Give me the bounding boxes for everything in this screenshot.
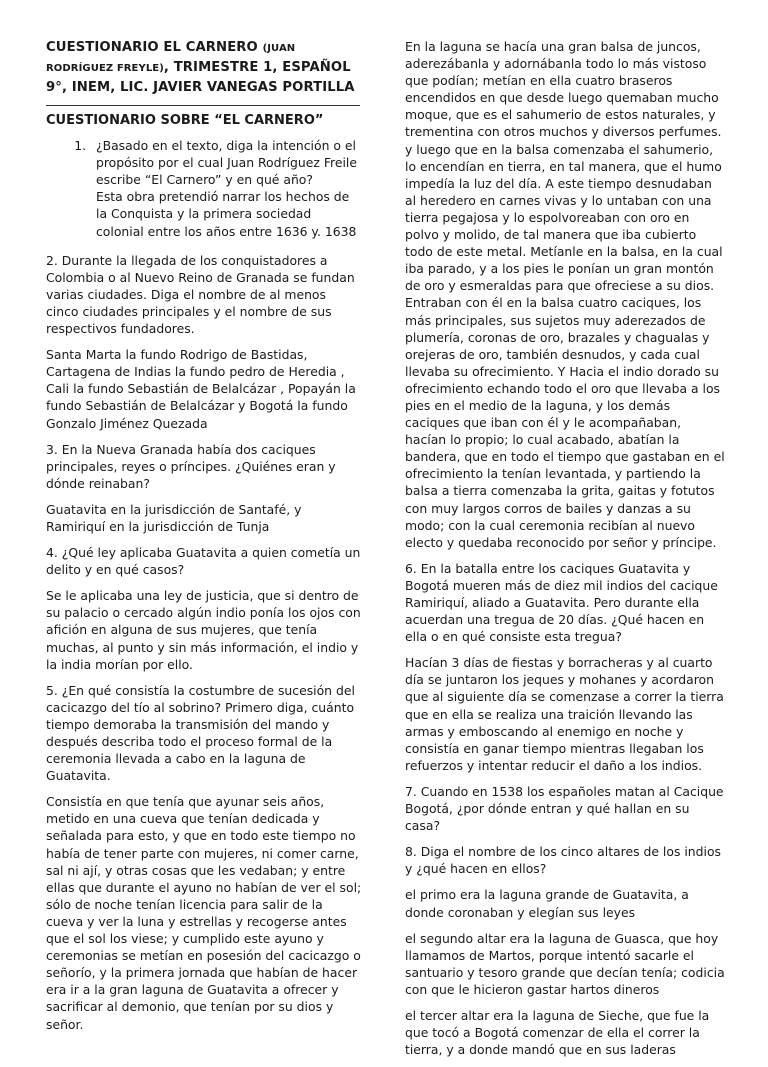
question-list <box>46 137 362 240</box>
answer-4: Se le aplicaba una ley de justicia, que si dentro de su palacio o cercado algún indio ponía los ojos con afición en alguna de sus mujeres, que tenía muchas, al punto y sin más información, el indio y la india morían por ello. <box>46 588 361 672</box>
answer-8-altar-1: el primo era la laguna grande de Guatavita, a donde coronaban y elegían sus leyes <box>405 887 689 920</box>
right-column <box>405 38 725 1067</box>
answer-8-altar-2: el segundo altar era la laguna de Guasca, que hoy llamamos de Martos, porque intentó sacarle el santuario y tesoro grande que decían tenía; codicia con que le hicieron gastar hartos dineros <box>405 930 725 997</box>
question-3: 3. En la Nueva Granada había dos caciques principales, reyes o príncipes. ¿Quiénes eran y dónde reinaban? <box>46 441 336 491</box>
question-1 <box>90 137 362 240</box>
answer-5: Consistía en que tenía que ayunar seis años, metido en una cueva que tenían dedicada y señalada para esto, y que en todo este tiempo no había de tener parte con mujeres, ni comer carne, sal ni ají, y otras cosas que les vedaban; y entre ellas que durante el ayuno no habían de ver el sol; sólo de noche tenían licencia para salir de la cueva y ver la luna y estrellas y recogerse antes que el sol los viese; y cumplido este ayuno y ceremonias se metían en posesión del cacicazgo o señorío, y la primera jornada que habían de hacer era ir a la gran laguna de Guatavita a ofrecer y sacrificar al demonio, que tenían por su dios y señor. <box>46 794 362 1032</box>
question-5: 5. ¿En qué consistía la costumbre de sucesión del cacicazgo del tío al sobrino? Primero diga, cuánto tiempo demoraba la transmisión del mando y después describa todo el proceso formal de la ceremonia llevada a cabo en la laguna de Guatavita. <box>46 682 355 784</box>
question-2: 2. Durante la llegada de los conquistadores a Colombia o al Nuevo Reino de Granada se fundan varias ciudades. Diga el nombre de al menos cinco ciudades principales y el nombre de sus respectivos fundadores. <box>46 252 355 337</box>
answer-6: Hacían 3 días de fiestas y borracheras y al cuarto día se juntaron los jeques y mohanes y acordaron que al siguiente día se comenzase a correr la tierra que en ella se realiza una traición llevando las armas y emboscando al enemigo en noche y consistía en ganar tiempo mientras llegaban los refuerzos y intentar reducir el daño a los indios. <box>405 655 724 773</box>
question-1-text: 1. ¿Basado en el texto, diga la intención o el propósito por el cual Juan Rodríguez Freile escribe “El Carnero” y en qué año? <box>96 138 358 188</box>
title-line1-small: (JUAN <box>262 43 296 54</box>
left-column <box>46 38 362 1042</box>
answer-8-altar-3: el tercer altar era la laguna de Sieche, que fue la que tocó a Bogotá comenzar de ella el correr la tierra, y a donde mandó que en sus laderas <box>405 1007 710 1058</box>
answer-2: Santa Marta la fundo Rodrigo de Bastidas, Cartagena de Indias la fundo pedro de Heredia , Cali la fundo Sebastián de Belalcázar , Popayán la fundo Sebastián de Belalcázar y Bogotá la fundo Gonzalo Jiménez Quezada <box>46 347 356 431</box>
document-title <box>46 38 362 97</box>
answer-3: Guatavita en la jurisdicción de Santafé, y Ramiriquí en la jurisdicción de Tunja <box>46 501 302 534</box>
question-7: 7. Cuando en 1538 los españoles matan al Cacique Bogotá, ¿por dónde entran y qué hallan en su casa? <box>405 783 724 834</box>
answer-1: Esta obra pretendió narrar los hechos de la Conquista y la primera sociedad colonial entre los años entre 1636 y. 1638 <box>96 189 357 239</box>
question-4: 4. ¿Qué ley aplicaba Guatavita a quien cometía un delito y en qué casos? <box>46 545 361 578</box>
title-line3: 9°, INEM, LIC. JAVIER VANEGAS PORTILLA <box>46 80 355 95</box>
question-8: 8. Diga el nombre de los cinco altares de los indios y ¿qué hacen en ellos? <box>405 844 721 877</box>
title-line2-main: , TRIMESTRE 1, ESPAÑOL <box>163 60 351 75</box>
title-divider <box>46 105 360 106</box>
question-6: 6. En la batalla entre los caciques Guatavita y Bogotá mueren más de diez mil indios del cacique Ramiriquí, aliado a Guatavita. Pero durante ella acuerdan una tregua de 20 días. ¿Qué hacen en ella o en qué consiste esta tregua? <box>405 560 718 645</box>
title-line2-small: RODRÍGUEZ FREYLE) <box>46 63 164 74</box>
subtitle: CUESTIONARIO SOBRE “EL CARNERO” <box>46 113 324 128</box>
answer-5-continued: En la laguna se hacía una gran balsa de juncos, aderezábanla y adornábanla todo lo más vistoso que podían; metían en ella cuatro braseros encendidos en que desde luego quemaban mucho moque, que es el sahumerio de estos naturales, y trementina con otros muchos y diversos perfumes. y luego que en la balsa comenzaba el sahumerio, lo encendían en tierra, en tal manera, que el humo impedía la luz del día. A este tiempo desnudaban al heredero en carnes vivas y lo untaban con una tierra pegajosa y lo espolvoreaban con oro en polvo y molido, de tal manera que iba cubierto todo de este metal. Metíanle en la balsa, en la cual iba parado, y a los pies le ponían un gran montón de oro y esmeraldas para que ofreciese a su dios. Entraban con él en la balsa cuatro caciques, los más principales, sus sujetos muy aderezados de plumería, coronas de oro, brazales y chagualas y orejeras de oro, también desnudos, y cada cual llevaba su ofrecimiento. Y Hacia el indio dorado su ofrecimiento echando todo el oro que llevaba a los pies en el medio de la laguna, y los demás caciques que iban con él y le acompañaban, hacían lo propio; lo cual acabado, abatían la bandera, que en todo el tiempo que gastaban en el ofrecimiento la tenían levantada, y partiendo la balsa a tierra comenzaba la grita, gaitas y fotutos con muy largos corros de bailes y danzas a su modo; con la cual ceremonia recibían al nuevo electo y quedaba reconocido por señor y príncipe. <box>405 39 725 550</box>
title-line1-main: CUESTIONARIO EL CARNERO <box>46 40 263 55</box>
